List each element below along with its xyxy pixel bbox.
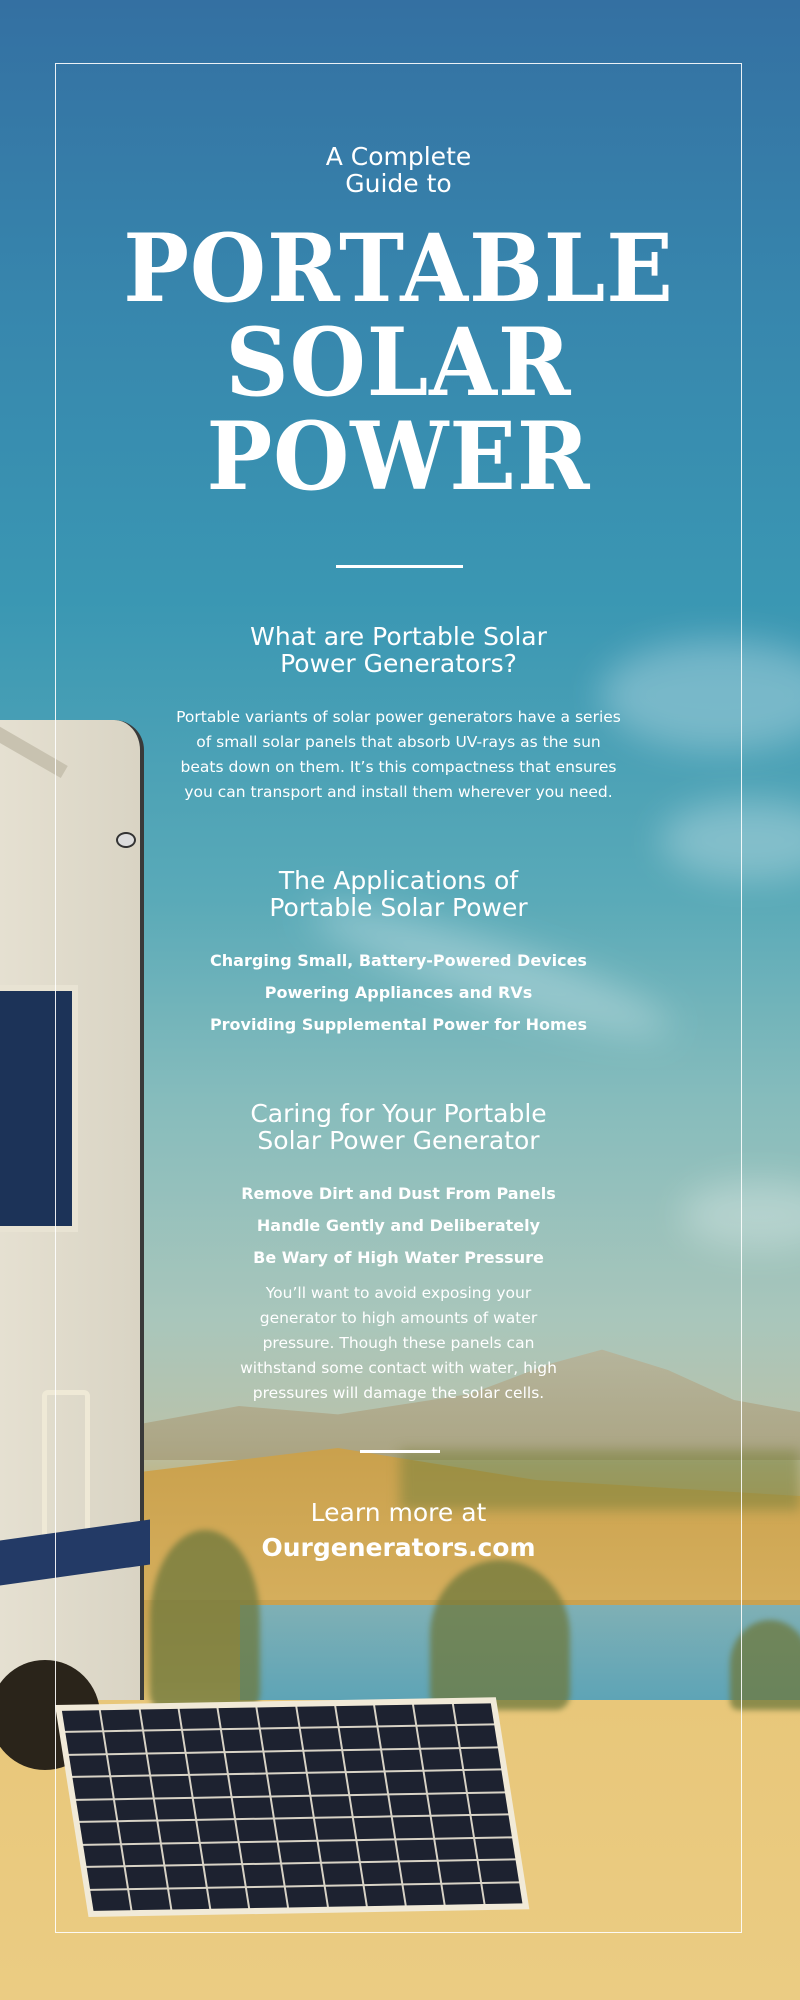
title-line: POWER	[206, 402, 591, 512]
section-body	[55, 705, 742, 805]
body-line: generator to high amounts of water	[259, 1309, 538, 1327]
body-line: pressure. Though these panels can	[262, 1334, 535, 1352]
heading-line: Caring for Your Portable	[250, 1099, 547, 1128]
kicker	[55, 143, 742, 197]
list-item: Charging Small, Battery-Powered Devices	[210, 951, 587, 970]
title-line: PORTABLE	[123, 214, 674, 324]
kicker-line: Guide to	[345, 169, 452, 198]
page-title	[79, 214, 718, 512]
list-item: Providing Supplemental Power for Homes	[209, 1015, 588, 1034]
body-line: You’ll want to avoid exposing your	[265, 1284, 532, 1302]
cta-text: Learn more at	[310, 1498, 487, 1527]
heading-line: Power Generators?	[280, 649, 517, 678]
heading-line: The Applications of	[278, 866, 519, 895]
list-item: Remove Dirt and Dust From Panels	[241, 1184, 556, 1203]
divider	[336, 565, 463, 568]
heading-line: Portable Solar Power	[269, 893, 528, 922]
body-line: beats down on them. It’s this compactness that ensures	[180, 758, 617, 776]
body-line: withstand some contact with water, high	[240, 1359, 557, 1377]
title-line: SOLAR	[225, 308, 572, 418]
section-heading	[55, 867, 742, 921]
body-line: pressures will damage the solar cells.	[252, 1384, 545, 1402]
kicker-line: A Complete	[325, 142, 472, 171]
body-line: Portable variants of solar power generators have a series	[176, 708, 621, 726]
body-line: you can transport and install them wherever you need.	[184, 783, 613, 801]
section-body	[55, 1281, 742, 1406]
section-heading	[55, 623, 742, 677]
body-line: of small solar panels that absorb UV-rays as the sun	[196, 733, 601, 751]
heading-line: What are Portable Solar	[250, 622, 547, 651]
list-item: Be Wary of High Water Pressure	[253, 1248, 544, 1267]
heading-line: Solar Power Generator	[257, 1126, 540, 1155]
website-link[interactable]: Ourgenerators.com	[261, 1533, 536, 1562]
section-heading	[55, 1100, 742, 1154]
list-item: Powering Appliances and RVs	[264, 983, 533, 1002]
divider	[360, 1450, 440, 1453]
list-item: Handle Gently and Deliberately	[256, 1216, 541, 1235]
